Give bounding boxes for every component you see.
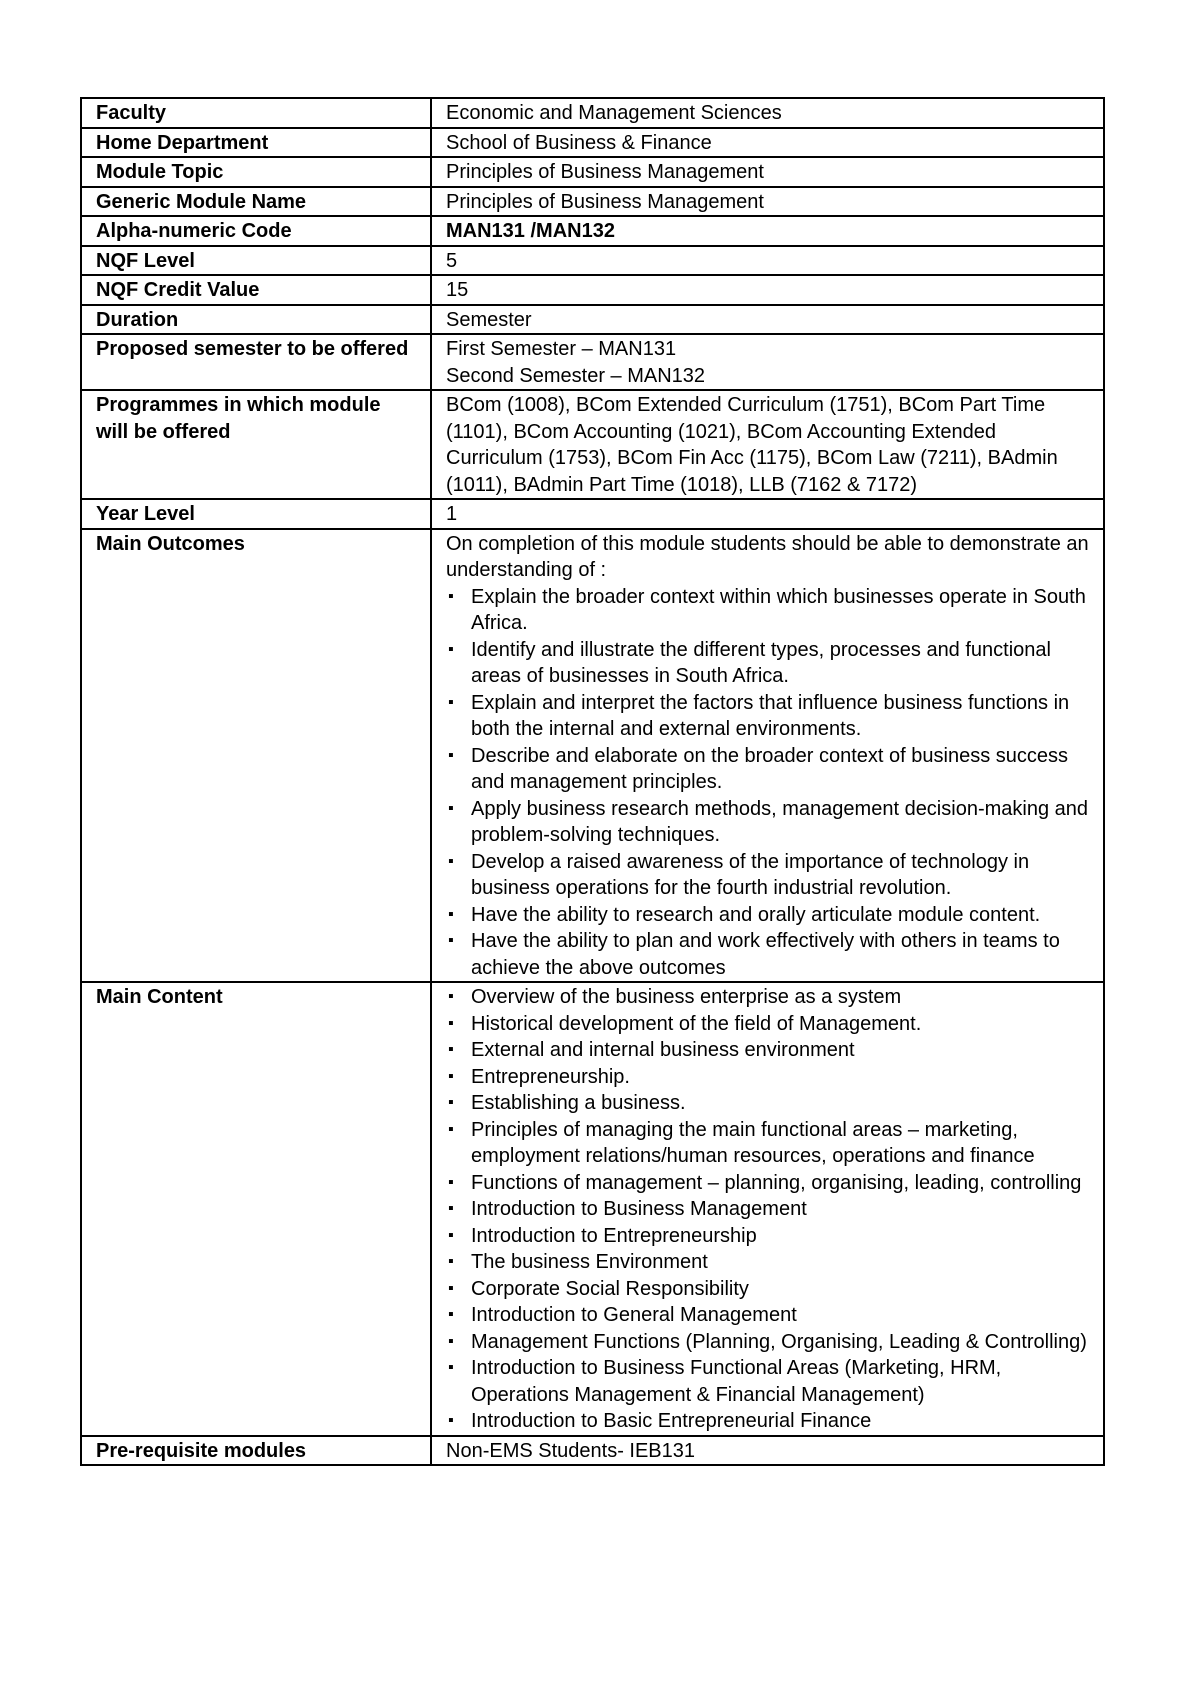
list-item: ▪ Develop a raised awareness of the importance of technology in business operations for the fourth industrial revolution. xyxy=(446,849,1091,902)
prerequisites-label: Pre-requisite modules xyxy=(81,1436,431,1466)
first-semester-text: First Semester – MAN131 xyxy=(446,338,677,360)
home-department-value: School of Business & Finance xyxy=(431,128,1104,158)
programmes-value: BCom (1008), BCom Extended Curriculum (1751), BCom Part Time (1101), BCom Accounting (1021), BCom Accounting Extended Curriculum (1753), BCom Fin Acc (1175), BCom Law (7211), BAdmin (1011), BAdmin Part Time (1018), LLB (7162 & 7172) xyxy=(431,390,1104,499)
generic-module-name-value: Principles of Business Management xyxy=(431,187,1104,217)
list-item: ▪ The business Environment xyxy=(446,1249,1091,1276)
list-item: ▪ Introduction to Business Management xyxy=(446,1196,1091,1223)
list-item: ▪ Introduction to General Management xyxy=(446,1302,1091,1329)
list-item: ▪ Explain and interpret the factors that influence business functions in both the internal and external environments. xyxy=(446,690,1091,743)
main-outcomes-list xyxy=(446,584,1091,982)
nqf-level-value: 5 xyxy=(431,246,1104,276)
alpha-numeric-code-value: MAN131 /MAN132 xyxy=(431,216,1104,246)
table-row xyxy=(81,128,1104,158)
nqf-credit-value-label: NQF Credit Value xyxy=(81,275,431,305)
list-item: ▪ Apply business research methods, management decision-making and problem-solving techniques. xyxy=(446,796,1091,849)
table-row xyxy=(81,157,1104,187)
list-item: ▪ Functions of management – planning, organising, leading, controlling xyxy=(446,1170,1091,1197)
table-row xyxy=(81,529,1104,983)
main-outcomes-label: Main Outcomes xyxy=(81,529,431,983)
list-item: ▪ Introduction to Basic Entrepreneurial Finance xyxy=(446,1408,1091,1435)
list-item: ▪ Principles of managing the main functional areas – marketing, employment relations/human resources, operations and finance xyxy=(446,1117,1091,1170)
main-content-list xyxy=(446,984,1091,1435)
table-row xyxy=(81,246,1104,276)
list-item: ▪ Introduction to Business Functional Areas (Marketing, HRM, Operations Management & Financial Management) xyxy=(446,1355,1091,1408)
faculty-label: Faculty xyxy=(81,98,431,128)
table-row xyxy=(81,499,1104,529)
list-item: ▪ Have the ability to plan and work effectively with others in teams to achieve the above outcomes xyxy=(446,928,1091,981)
table-row xyxy=(81,390,1104,499)
second-semester-text: Second Semester – MAN132 xyxy=(446,364,706,387)
main-content-label: Main Content xyxy=(81,982,431,1436)
module-topic-label: Module Topic xyxy=(81,157,431,187)
list-item: ▪ Introduction to Entrepreneurship xyxy=(446,1223,1091,1250)
table-row xyxy=(81,334,1104,390)
year-level-value: 1 xyxy=(431,499,1104,529)
list-item: ▪ External and internal business environment xyxy=(446,1037,1091,1064)
list-item: ▪ Describe and elaborate on the broader context of business success and management principles. xyxy=(446,743,1091,796)
list-item: ▪ Historical development of the field of Management. xyxy=(446,1011,1091,1038)
module-topic-value: Principles of Business Management xyxy=(431,157,1104,187)
home-department-label: Home Department xyxy=(81,128,431,158)
table-row xyxy=(81,982,1104,1436)
list-item: ▪ Overview of the business enterprise as a system xyxy=(446,984,1091,1011)
nqf-level-label: NQF Level xyxy=(81,246,431,276)
proposed-semester-value xyxy=(431,334,1104,390)
list-item: ▪ Entrepreneurship. xyxy=(446,1064,1091,1091)
list-item: ▪ Management Functions (Planning, Organising, Leading & Controlling) xyxy=(446,1329,1091,1356)
main-outcomes-intro: On completion of this module students should be able to demonstrate an understanding of : xyxy=(446,532,1089,581)
module-descriptor-page xyxy=(80,97,1105,1466)
table-row xyxy=(81,1436,1104,1466)
generic-module-name-label: Generic Module Name xyxy=(81,187,431,217)
table-row xyxy=(81,187,1104,217)
nqf-credit-value-value: 15 xyxy=(431,275,1104,305)
year-level-label: Year Level xyxy=(81,499,431,529)
main-outcomes-value xyxy=(431,529,1104,983)
duration-label: Duration xyxy=(81,305,431,335)
alpha-numeric-code-label: Alpha-numeric Code xyxy=(81,216,431,246)
proposed-semester-label: Proposed semester to be offered xyxy=(81,334,431,390)
prerequisites-value: Non-EMS Students- IEB131 xyxy=(431,1436,1104,1466)
list-item: ▪ Corporate Social Responsibility xyxy=(446,1276,1091,1303)
faculty-value: Economic and Management Sciences xyxy=(431,98,1104,128)
table-row xyxy=(81,216,1104,246)
list-item: ▪ Identify and illustrate the different types, processes and functional areas of businesses in South Africa. xyxy=(446,637,1091,690)
list-item: ▪ Explain the broader context within which businesses operate in South Africa. xyxy=(446,584,1091,637)
table-row xyxy=(81,305,1104,335)
table-row xyxy=(81,98,1104,128)
main-content-value xyxy=(431,982,1104,1436)
duration-value: Semester xyxy=(431,305,1104,335)
list-item: ▪ Have the ability to research and orally articulate module content. xyxy=(446,902,1091,929)
programmes-label: Programmes in which module will be offered xyxy=(81,390,431,499)
list-item: ▪ Establishing a business. xyxy=(446,1090,1091,1117)
table-row xyxy=(81,275,1104,305)
module-descriptor-table xyxy=(80,97,1105,1466)
